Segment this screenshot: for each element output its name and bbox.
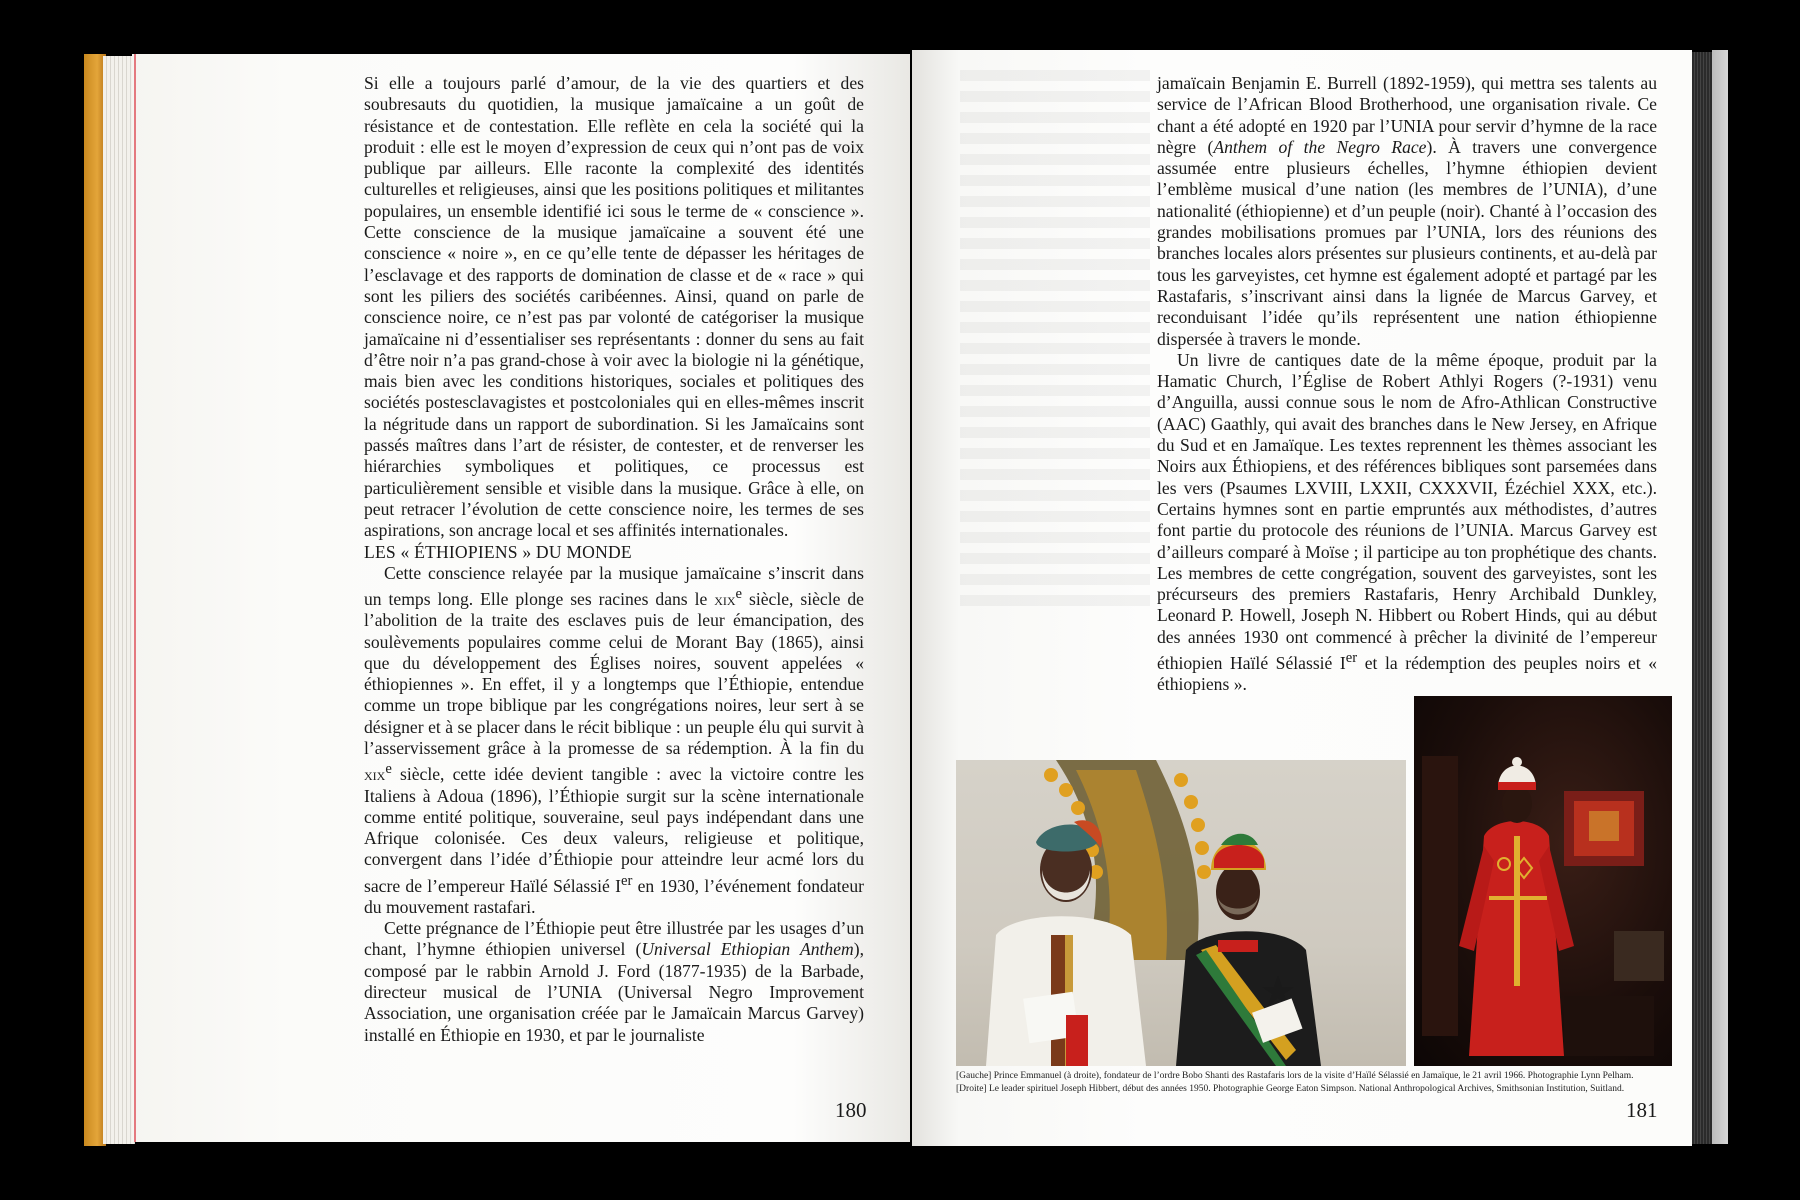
- body-paragraph-hymnal: Un livre de cantiques date de la même époque, produit par la Hamatic Church, l’Église de Robert Athlyi Rogers (?-1931) venu d’Anguilla, aussi connue sous le nom de Afro-Athlican Constructive (AAC) Gaathly, qui avait des branches dans le New Jersey, en Afrique du Sud et en Jamaïque. Les textes reprennent les thèmes associant les Noirs aux Éthiopiens, et des références bibliques sont parsemées dans les vers (Psaumes LXVIII, LXXII, CXXXVII, Ézéchiel XXX, etc.). Certains hymnes sont en partie empruntés aux méthodistes, d’autres font partie du protocole des réunions de l’UNIA. Marcus Garvey est d’ailleurs comparé à Moïse ; il participe au ton prophétique des chants. Les membres de cette congrégation, souvent des garveyistes, sont les précurseurs des premiers Rastafaris, Henry Archibald Dunkley, Leonard P. Howell, Joseph N. Hibbert ou Robert Hinds, qui au début des années 1930 ont commencé à prêcher la divinité de l’empereur éthiopien Haïlé Sélassié Ier et la rédemption des peuples noirs et « éthiopiens ».: [1157, 349, 1657, 695]
- photo-prince-emmanuel-illustration: [956, 760, 1406, 1066]
- bleed-through-text: [960, 70, 1150, 610]
- body-paragraph-2: Cette conscience relayée par la musique jamaïcaine s’inscrit dans un temps long. Elle plonge ses racines dans le xix$^e$ siècle, siècle de l’abolition de la traite des esclaves puis de leur émancipation, des soulèvements populaires comme celui de Morant Bay (1865), ainsi que du développement des Églises noires, souvent appelées « éthiopiennes ». En effet, il y a longtemps que l’Éthiopie, entendue comme un trope biblique par les congrégations noires, leur sert à se désigner et à se placer dans le récit biblique : un peuple élu qui survit à l’asservissement grâce à la promesse de sa rédemption. À la fin du xix$^e$ siècle, cette idée devient tangible : avec la victoire contre les Italiens à Adoua (1896), l’Éthiopie surgit sur la scène internationale comme entité politique, souveraine, seul pays indépendant dans une Afrique colonisée. Ces deux valeurs, religieuse et politique, convergent dans l’idée d’Éthiopie pour atteindre leur acmé lors du sacre de l’empereur Haïlé Sélassié Ier en 1930, l’événement fondateur du mouvement rastafari.: [364, 562, 864, 917]
- right-text-column: [1157, 73, 1657, 695]
- photo-joseph-hibbert: [1414, 696, 1672, 1066]
- intro-paragraph: Si elle a toujours parlé d’amour, de la vie des quartiers et des soubresauts du quotidien, la musique jamaïcaine a un goût de résistance et de contestation. Elle reflète en cela la société qui la produit : elle est le moyen d’expression de ceux qui n’ont pas de voix publique par ailleurs. Elle raconte la complexité des identités culturelles et religieuses, ainsi que les positions politiques et militantes populaires, un ensemble identifié ici sous le terme de « conscience ». Cette conscience de la musique jamaïcaine a souvent été une conscience « noire », en ce qu’elle tente de dépasser les héritages de l’esclavage et des rapports de domination de classe et de « race » qui sont les piliers des sociétés caribéennes. Ainsi, quand on parle de conscience noire, ce n’est pas par volonté de catégoriser la musique jamaïcaine ni d’essentialiser ses représentants : donner du sens au fait d’être noir n’a pas grand-chose à voir avec la biologie ni la génétique, mais bien avec les conditions historiques, sociales et politiques des sociétés postesclavagistes et postcoloniales qui en elles-mêmes inscrit la négritude dans un rapport de subordination. Si les Jamaïcains sont passés maîtres dans l’art de résister, de contester, et de renverser les hiérarchies symboliques et politiques, ce processus est particulièrement sensible et visible dans la musique. Grâce à elle, on peut retracer l’évolution de cette conscience noire, les termes de ses aspirations, son ancrage local et ses affinités internationales.: [364, 73, 864, 541]
- caption-left-photo: [Gauche] Prince Emmanuel (à droite), fondateur de l’ordre Bobo Shanti des Rastafaris lors de la visite d’Haïlé Sélassié en Jamaïque, le 21 avril 1966. Photographie Lynn Pelham.: [956, 1071, 1634, 1081]
- caption-right-photo: [Droite] Le leader spirituel Joseph Hibbert, début des années 1950. Photographie George Eaton Simpson. National Anthropological Archives, Smithsonian Institution, Suitland.: [956, 1083, 1625, 1094]
- ribbon-marker: [134, 54, 136, 1142]
- photo-prince-emmanuel: [956, 760, 1406, 1066]
- book-back-cover-edge: [1712, 50, 1728, 1144]
- body-paragraph-continued: jamaïcain Benjamin E. Burrell (1892-1959), qui mettra ses talents au service de l’African Blood Brotherhood, une organisation rivale. Ce chant a été adopté en 1920 par l’UNIA pour servir d’hymne de la race nègre (Anthem of the Negro Race). À travers une convergence assumée entre plusieurs échelles, l’hymne éthiopien devient l’emblème musical d’une nation (les membres de l’UNIA), d’une nationalité (éthiopienne) et d’un peuple (noir). Chanté à l’occasion des grandes mobilisations promues par l’UNIA, lors des réunions des branches locales alors présentes sur plusieurs continents, et au-delà par tous les garveyistes, cet hymne est également adopté et partagé par les Rastafaris, s’inscrivant ainsi dans la lignée de Marcus Garvey, et reconduisant l’idée qu’ils représentent une nation éthiopienne dispersée à travers le monde.: [1157, 73, 1657, 349]
- page-number-left: 180: [835, 1098, 867, 1122]
- photo-joseph-hibbert-illustration: [1414, 696, 1672, 1066]
- body-paragraph-3: Cette prégnance de l’Éthiopie peut être illustrée par les usages d’un chant, l’hymne éthiopien universel (Universal Ethiopian Anthem), composé par le rabbin Arnold J. Ford (1877-1935) de la Barbade, directeur musical de l’UNIA (Universal Negro Improvement Association, une organisation créée par le Jamaïcain Marcus Garvey) installé en Éthiopie en 1930, et par le journaliste: [364, 918, 864, 1045]
- left-text-column: [364, 73, 864, 1046]
- section-heading: LES « ÉTHIOPIENS » DU MONDE: [364, 541, 632, 562]
- page-block-edge-right: [1692, 52, 1714, 1144]
- photo-captions: [956, 1070, 1656, 1095]
- page-block-edge-left: [103, 56, 135, 1144]
- page-number-right: 181: [1626, 1098, 1658, 1122]
